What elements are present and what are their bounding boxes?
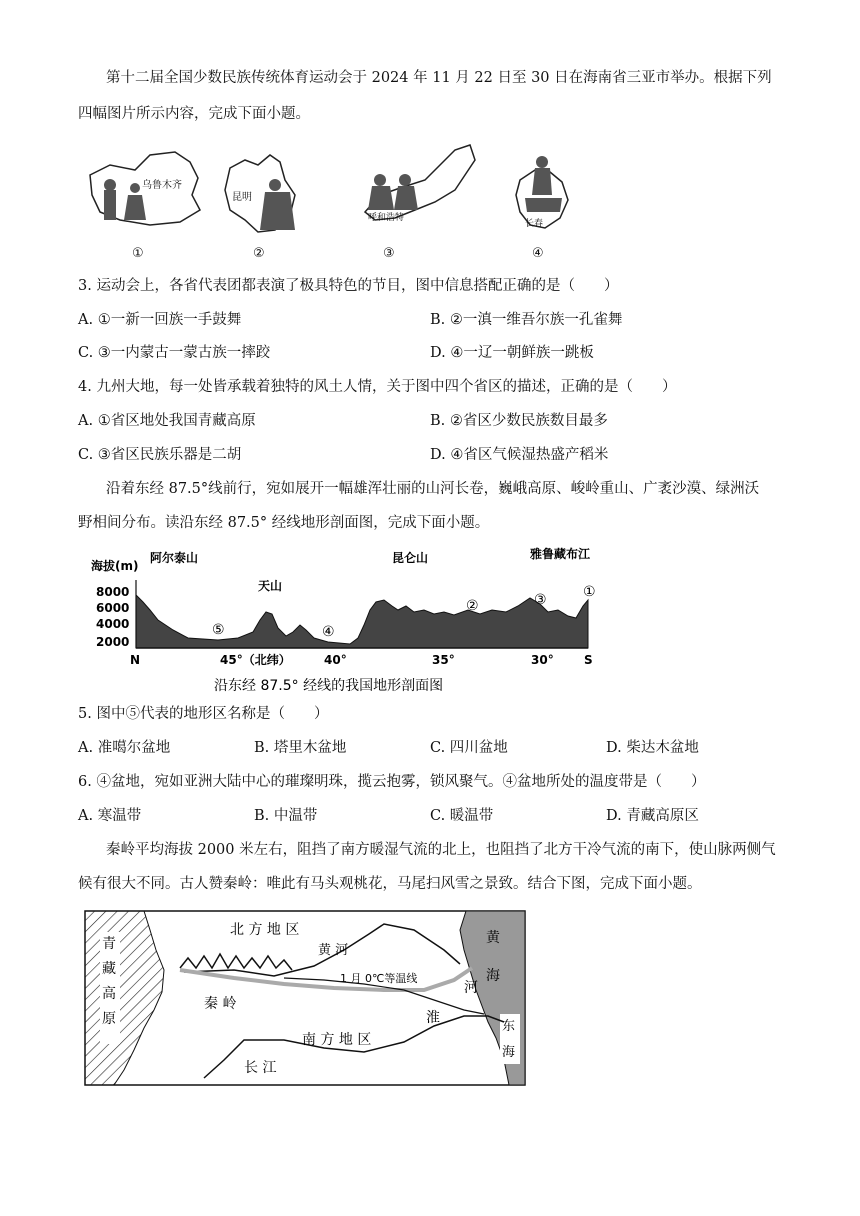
- profile-ylabel: 海拔(m): [91, 559, 139, 573]
- profile-marker-5: ⑤: [212, 622, 225, 638]
- xtick-30: 30°: [531, 653, 554, 667]
- q4-option-b[interactable]: B. ②省区少数民族数目最多: [430, 413, 608, 429]
- huanghai-char-2: 海: [486, 968, 500, 984]
- mountain-altai: 阿尔泰山: [150, 551, 199, 565]
- q6-option-d[interactable]: D. 青藏高原区: [606, 808, 699, 824]
- intro3-line1: 秦岭平均海拔 2000 米左右，阻挡了南方暖湿气流的北上，也阻挡了北方干冷气流的南下，使山脉两侧气: [106, 842, 776, 858]
- q5-option-b[interactable]: B. 塔里木盆地: [254, 740, 347, 756]
- q5-option-d[interactable]: D. 柴达木盆地: [606, 740, 699, 756]
- ytick-2000: 2000: [96, 635, 130, 649]
- south-region-label: 南 方 地 区: [302, 1032, 372, 1048]
- plateau-char-1: 青: [102, 936, 116, 952]
- huai-char-2: 河: [464, 980, 478, 996]
- donghai-char-2: 海: [502, 1045, 516, 1060]
- q5-stem: 5. 图中⑤代表的地形区名称是（ ）: [78, 706, 329, 722]
- plateau-char-2: 藏: [102, 961, 116, 977]
- profile-marker-3: ③: [534, 592, 547, 608]
- q4-option-d[interactable]: D. ④省区气候湿热盛产稻米: [430, 447, 609, 463]
- province-maps-figure: [80, 140, 600, 265]
- q6-option-a[interactable]: A. 寒温带: [78, 808, 142, 824]
- plateau-char-3: 高: [102, 986, 116, 1002]
- xtick-40: 40°: [324, 653, 347, 667]
- q3-stem: 3. 运动会上，各省代表团都表演了极具特色的节目，图中信息搭配正确的是（ ）: [78, 278, 619, 294]
- profile-marker-2: ②: [466, 598, 479, 614]
- ytick-4000: 4000: [96, 617, 130, 631]
- q3-option-a[interactable]: A. ①一新一回族一手鼓舞: [78, 312, 242, 328]
- river-yarlung: 雅鲁藏布江: [530, 547, 591, 561]
- xtick-45: 45°（北纬）: [220, 653, 291, 667]
- q4-option-c[interactable]: C. ③省区民族乐器是二胡: [78, 447, 242, 463]
- q3-option-c[interactable]: C. ③一内蒙古一蒙古族一摔跤: [78, 345, 271, 361]
- map3-city: 呼和浩特: [368, 213, 405, 223]
- map1-city: 乌鲁木齐: [142, 180, 182, 191]
- qinling-label: 秦 岭: [204, 996, 237, 1012]
- huai-char-1: 淮: [426, 1010, 440, 1026]
- map3-label: ③: [383, 246, 395, 261]
- q6-stem: 6. ④盆地，宛如亚洲大陆中心的璀璨明珠，揽云抱雾，锁风聚气。④盆地所处的温度带是（ ）: [78, 774, 706, 790]
- xtick-n: N: [130, 653, 141, 667]
- q4-option-a[interactable]: A. ①省区地处我国青藏高原: [78, 413, 256, 429]
- q3-option-d[interactable]: D. ④一辽一朝鲜族一跳板: [430, 345, 594, 361]
- huanghai-char-1: 黄: [486, 930, 500, 946]
- map4-label: ④: [532, 246, 544, 261]
- terrain-profile-figure: [88, 540, 608, 700]
- north-region-label: 北 方 地 区: [230, 922, 300, 938]
- q5-option-c[interactable]: C. 四川盆地: [430, 740, 508, 756]
- terrain-profile: [136, 595, 588, 648]
- ytick-8000: 8000: [96, 585, 130, 599]
- q4-stem: 4. 九州大地，每一处皆承载着独特的风土人情，关于图中四个省区的描述，正确的是（ ）: [78, 379, 677, 395]
- map2-label: ②: [253, 246, 265, 261]
- profile-caption: 沿东经 87.5° 经线的我国地形剖面图: [214, 678, 444, 694]
- qinling-map-figure: [84, 910, 526, 1086]
- xtick-s: S: [584, 653, 593, 667]
- profile-marker-4: ④: [322, 624, 335, 640]
- intro3-line2: 候有很大不同。古人赞秦岭：唯此有马头观桃花，马尾扫风雪之景致。结合下图，完成下面小题。: [78, 876, 702, 892]
- q6-option-c[interactable]: C. 暖温带: [430, 808, 494, 824]
- map2-city: 昆明: [232, 192, 252, 203]
- ytick-6000: 6000: [96, 601, 130, 615]
- q5-option-a[interactable]: A. 准噶尔盆地: [78, 740, 171, 756]
- xtick-35: 35°: [432, 653, 455, 667]
- intro2-line2: 野相间分布。读沿东经 87.5° 经线地形剖面图，完成下面小题。: [78, 515, 490, 531]
- mountain-kunlun: 昆仑山: [392, 551, 429, 565]
- q3-option-b[interactable]: B. ②一滇一维吾尔族一孔雀舞: [430, 312, 623, 328]
- intro1-line2: 四幅图片所示内容，完成下面小题。: [78, 106, 310, 122]
- huanghe-label: 黄 河: [318, 943, 349, 958]
- donghai-char-1: 东: [502, 1019, 516, 1034]
- intro1-line1: 第十二届全国少数民族传统体育运动会于 2024 年 11 月 22 日至 30 日在海南省三亚市举办。根据下列: [106, 70, 772, 86]
- q6-option-b[interactable]: B. 中温带: [254, 808, 318, 824]
- map1-label: ①: [132, 246, 144, 261]
- isotherm-label: 1 月 0℃等温线: [340, 972, 418, 985]
- plateau-char-4: 原: [102, 1011, 116, 1027]
- changjiang-label: 长 江: [244, 1060, 277, 1076]
- map4-city: 长春: [525, 219, 544, 229]
- mountain-tianshan: 天山: [258, 579, 283, 593]
- intro2-line1: 沿着东经 87.5°线前行，宛如展开一幅雄浑壮丽的山河长卷，巍峨高原、峻岭重山、广袤沙漠、绿洲沃: [106, 481, 760, 497]
- profile-marker-1: ①: [583, 584, 596, 600]
